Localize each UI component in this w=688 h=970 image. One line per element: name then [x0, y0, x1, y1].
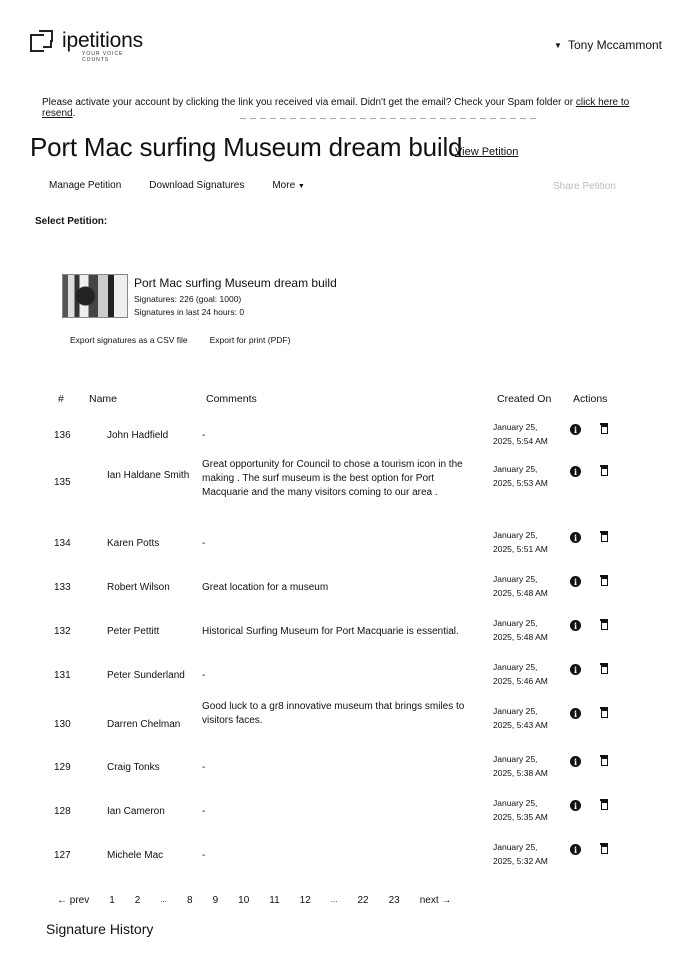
created-time: 2025, 5:38 AM	[493, 768, 548, 778]
created-date: January 25,	[493, 754, 538, 764]
signer-name: Robert Wilson	[107, 582, 170, 593]
row-number: 135	[54, 477, 71, 488]
logo-text: ipetitions	[62, 29, 143, 52]
caret-down-icon: ▼	[297, 183, 305, 190]
more-label: More	[272, 180, 296, 191]
petition-toolbar	[49, 180, 333, 191]
created-on	[493, 420, 553, 448]
more-dropdown[interactable]	[272, 180, 305, 191]
signer-comment: Good luck to a gr8 innovative museum that brings smiles to visitors faces.	[202, 701, 465, 726]
created-on	[493, 752, 553, 780]
created-on	[493, 616, 553, 644]
caret-down-icon: ▼	[554, 40, 562, 50]
info-icon[interactable]: i	[570, 708, 581, 719]
select-petition-label: Select Petition:	[35, 216, 108, 227]
info-icon[interactable]: i	[570, 664, 581, 675]
row-number: 131	[54, 670, 71, 681]
row-actions	[570, 620, 608, 631]
trash-icon[interactable]	[601, 577, 608, 586]
activation-notice	[42, 97, 662, 119]
row-actions	[570, 466, 608, 477]
info-icon[interactable]: i	[570, 620, 581, 631]
pagination-ellipsis: ...	[330, 895, 338, 904]
trash-icon[interactable]	[601, 467, 608, 476]
signer-comment: -	[202, 670, 206, 681]
notice-suffix: .	[72, 108, 76, 119]
user-menu[interactable]	[554, 38, 662, 52]
trash-icon[interactable]	[601, 425, 608, 434]
created-time: 2025, 5:48 AM	[493, 588, 548, 598]
created-on	[493, 572, 553, 600]
trash-icon[interactable]	[601, 533, 608, 542]
info-icon[interactable]: i	[570, 466, 581, 477]
page-link[interactable]: 22	[357, 895, 369, 906]
row-number: 128	[54, 806, 71, 817]
created-date: January 25,	[493, 662, 538, 672]
header-comments: Comments	[206, 393, 257, 405]
signer-comment: -	[202, 806, 206, 817]
info-icon[interactable]: i	[570, 800, 581, 811]
header-actions: Actions	[573, 393, 608, 405]
page-title: Port Mac surfing Museum dream build	[30, 132, 463, 162]
signer-comment: -	[202, 762, 206, 773]
created-time: 2025, 5:54 AM	[493, 436, 548, 446]
petition-thumbnail	[62, 274, 128, 318]
info-icon[interactable]: i	[570, 424, 581, 435]
view-petition-link[interactable]: View Petition	[455, 146, 519, 158]
download-signatures-button[interactable]: Download Signatures	[149, 180, 245, 191]
signer-name: Peter Pettitt	[107, 626, 160, 637]
header-created-on: Created On	[497, 393, 552, 405]
info-icon[interactable]: i	[570, 756, 581, 767]
signer-name: Ian Cameron	[107, 806, 165, 817]
logo-mark-icon	[30, 30, 56, 56]
signer-comment: -	[202, 850, 206, 861]
pagination	[57, 895, 471, 906]
signer-name: John Hadfield	[107, 430, 169, 441]
export-csv-link[interactable]: Export signatures as a CSV file	[70, 335, 188, 345]
page-link[interactable]: 2	[134, 895, 141, 906]
resend-link[interactable]: click here to resend	[42, 97, 630, 119]
created-on	[493, 840, 553, 868]
petition-card[interactable]	[62, 272, 482, 322]
next-page-link[interactable]: next →	[419, 895, 452, 906]
row-actions	[570, 800, 608, 811]
signer-name: Darren Chelman	[107, 719, 181, 730]
created-on	[493, 704, 553, 732]
header-num: #	[58, 393, 64, 405]
page-link[interactable]: 12	[299, 895, 311, 906]
trash-icon[interactable]	[601, 801, 608, 810]
petition-signature-count: Signatures: 226 (goal: 1000)	[134, 294, 242, 304]
created-date: January 25,	[493, 464, 538, 474]
page-link[interactable]: 9	[212, 895, 219, 906]
created-date: January 25,	[493, 842, 538, 852]
page-link[interactable]: 10	[238, 895, 250, 906]
created-date: January 25,	[493, 798, 538, 808]
user-name: Tony Mccammont	[567, 38, 662, 52]
created-time: 2025, 5:46 AM	[493, 676, 548, 686]
row-actions	[570, 756, 608, 767]
row-actions	[570, 664, 608, 675]
created-on	[493, 462, 553, 490]
signer-comment: Historical Surfing Museum for Port Macquarie is essential.	[202, 626, 459, 637]
info-icon[interactable]: i	[570, 532, 581, 543]
created-on	[493, 660, 553, 688]
row-actions	[570, 844, 608, 855]
created-time: 2025, 5:32 AM	[493, 856, 548, 866]
row-number: 129	[54, 762, 71, 773]
page-link[interactable]: 11	[269, 895, 280, 906]
created-on	[493, 528, 553, 556]
signer-name: Craig Tonks	[107, 762, 160, 773]
created-time: 2025, 5:53 AM	[493, 478, 548, 488]
info-icon[interactable]: i	[570, 576, 581, 587]
trash-icon[interactable]	[601, 665, 608, 674]
site-header	[0, 0, 688, 70]
created-time: 2025, 5:51 AM	[493, 544, 548, 554]
signer-name: Michele Mac	[107, 850, 164, 861]
page-link[interactable]: 23	[388, 895, 400, 906]
created-time: 2025, 5:43 AM	[493, 720, 548, 730]
export-links	[70, 335, 312, 345]
signature-history-heading: Signature History	[46, 921, 154, 937]
row-number: 133	[54, 582, 71, 593]
notice-text: Please activate your account by clicking the link you received via email. Didn't get the email? Check your Spam folder or	[42, 97, 576, 108]
row-number: 127	[54, 850, 71, 861]
logo-tagline: YOUR VOICE COUNTS	[82, 51, 124, 63]
row-number: 136	[54, 430, 71, 441]
signer-comment: -	[202, 538, 206, 549]
created-date: January 25,	[493, 706, 538, 716]
signer-name: Karen Potts	[107, 538, 160, 549]
share-petition-button[interactable]: Share Petition	[553, 181, 616, 192]
row-actions	[570, 708, 608, 719]
notice-divider	[240, 118, 540, 119]
trash-icon[interactable]	[601, 845, 608, 854]
petition-card-title: Port Mac surfing Museum dream build	[134, 276, 337, 290]
created-date: January 25,	[493, 530, 538, 540]
manage-petition-button[interactable]: Manage Petition	[49, 180, 122, 191]
created-date: January 25,	[493, 574, 538, 584]
page-link[interactable]: 8	[187, 895, 193, 906]
pagination-ellipsis: ...	[160, 895, 168, 904]
created-on	[493, 796, 553, 824]
created-time: 2025, 5:48 AM	[493, 632, 548, 642]
row-actions	[570, 532, 608, 543]
row-number: 132	[54, 626, 71, 637]
trash-icon[interactable]	[601, 709, 608, 718]
petition-signatures-24h: Signatures in last 24 hours: 0	[134, 307, 245, 317]
signer-comment: -	[202, 430, 206, 441]
export-pdf-link[interactable]: Export for print (PDF)	[209, 335, 291, 345]
signer-comment: Great location for a museum	[202, 582, 329, 593]
row-number: 134	[54, 538, 71, 549]
signer-name: Peter Sunderland	[107, 670, 185, 681]
info-icon[interactable]: i	[570, 844, 581, 855]
trash-icon[interactable]	[601, 621, 608, 630]
ipetitions-logo[interactable]	[30, 29, 143, 63]
trash-icon[interactable]	[601, 757, 608, 766]
signer-name: Ian Haldane Smith	[107, 470, 190, 481]
row-number: 130	[54, 719, 71, 730]
created-time: 2025, 5:35 AM	[493, 812, 548, 822]
prev-page-link[interactable]: ← prev	[57, 895, 90, 906]
header-name: Name	[89, 393, 118, 405]
row-actions	[570, 576, 608, 587]
page-link[interactable]: 1	[109, 895, 115, 906]
created-date: January 25,	[493, 422, 538, 432]
created-date: January 25,	[493, 618, 538, 628]
row-actions	[570, 424, 608, 435]
signer-comment: Great opportunity for Council to chose a tourism icon in the making . The surf museum is the best option for Port Macquarie and the many visitors coming to our area .	[202, 459, 463, 498]
